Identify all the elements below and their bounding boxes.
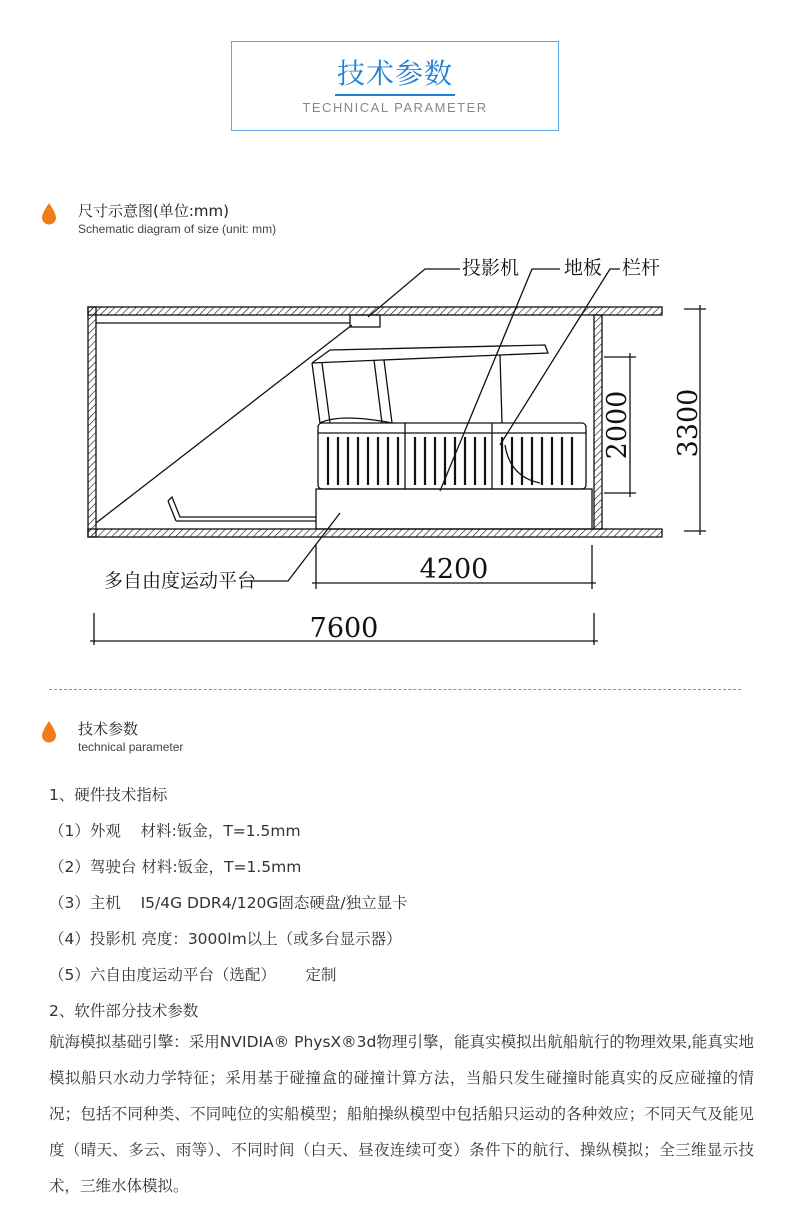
title-underline xyxy=(335,94,455,96)
projection-line xyxy=(96,325,352,523)
param-value: 定制 xyxy=(305,966,337,984)
canopy xyxy=(312,345,548,363)
canopy-post-mid xyxy=(374,360,382,423)
platform-leader xyxy=(244,513,340,581)
right-wall xyxy=(594,315,602,529)
label-projector: 投影机 xyxy=(462,257,520,279)
param-value: I5/4G DDR4/120G固态硬盘/独立显卡 xyxy=(140,894,408,912)
label-floor: 地板 xyxy=(564,257,603,279)
param-value: 亮度：3000lm以上（或多台显示器） xyxy=(141,930,402,948)
left-wall xyxy=(88,307,96,537)
dim-width-platform: 4200 xyxy=(419,554,489,585)
param-row xyxy=(49,927,402,949)
size-diagram xyxy=(0,245,790,655)
section-size-title: 尺寸示意图(单位:mm) xyxy=(78,202,229,220)
motion-platform-base xyxy=(316,489,592,529)
header-title-box xyxy=(231,41,559,131)
dim-width-total: 7600 xyxy=(309,613,379,644)
param-row xyxy=(49,855,301,877)
hardware-heading: 1、硬件技术指标 xyxy=(49,786,168,804)
param-label: （2）驾驶台 xyxy=(49,858,137,876)
param-label: （3）主机 xyxy=(49,894,121,912)
page-subtitle: TECHNICAL PARAMETER xyxy=(302,100,488,115)
floor-slab xyxy=(88,529,662,537)
projector-body xyxy=(350,315,380,327)
section-params-title: 技术参数 xyxy=(78,720,139,738)
dim-height-platform: 2000 xyxy=(602,390,633,460)
param-row xyxy=(49,891,408,913)
param-label: （5）六自由度运动平台（选配） xyxy=(49,966,276,984)
dim-height-total: 3300 xyxy=(673,388,704,458)
drop-icon xyxy=(40,202,58,226)
label-railing: 栏杆 xyxy=(622,257,661,279)
seat xyxy=(168,497,316,517)
canopy-post-left xyxy=(312,363,320,423)
param-label: （1）外观 xyxy=(49,822,121,840)
param-value: 材料:钣金，T=1.5mm xyxy=(140,822,301,840)
param-row xyxy=(49,963,336,985)
param-value: 材料:钣金，T=1.5mm xyxy=(141,858,302,876)
page-title: 技术参数 xyxy=(336,57,453,90)
drop-icon xyxy=(40,720,58,744)
param-label: （4）投影机 xyxy=(49,930,137,948)
label-motion-platform: 多自由度运动平台 xyxy=(104,570,257,592)
param-row xyxy=(49,819,301,841)
section-divider xyxy=(49,689,741,690)
section-size-subtitle: Schematic diagram of size (unit: mm) xyxy=(78,222,277,236)
software-heading: 2、软件部分技术参数 xyxy=(49,1002,199,1020)
section-params-subtitle: technical parameter xyxy=(78,740,184,754)
software-description: 航海模拟基础引擎：采用NVIDIA® PhysX®3d物理引擎，能真实模拟出航船航行的物理效果,能真实地模拟船只水动力学特征；采用基于碰撞盒的碰撞计算方法，当船只发生碰撞时能真实的反应碰撞的情况；包括不同种类、不同吨位的实船模型；船舶操纵模型中包括船只运动的各种效应；不同天气及能见度（晴天、多云、雨等）、不同时间（白天、昼夜连续可变）条件下的航行、操纵模拟；全三维显示技术，三维水体模拟。 xyxy=(49,1033,754,1195)
